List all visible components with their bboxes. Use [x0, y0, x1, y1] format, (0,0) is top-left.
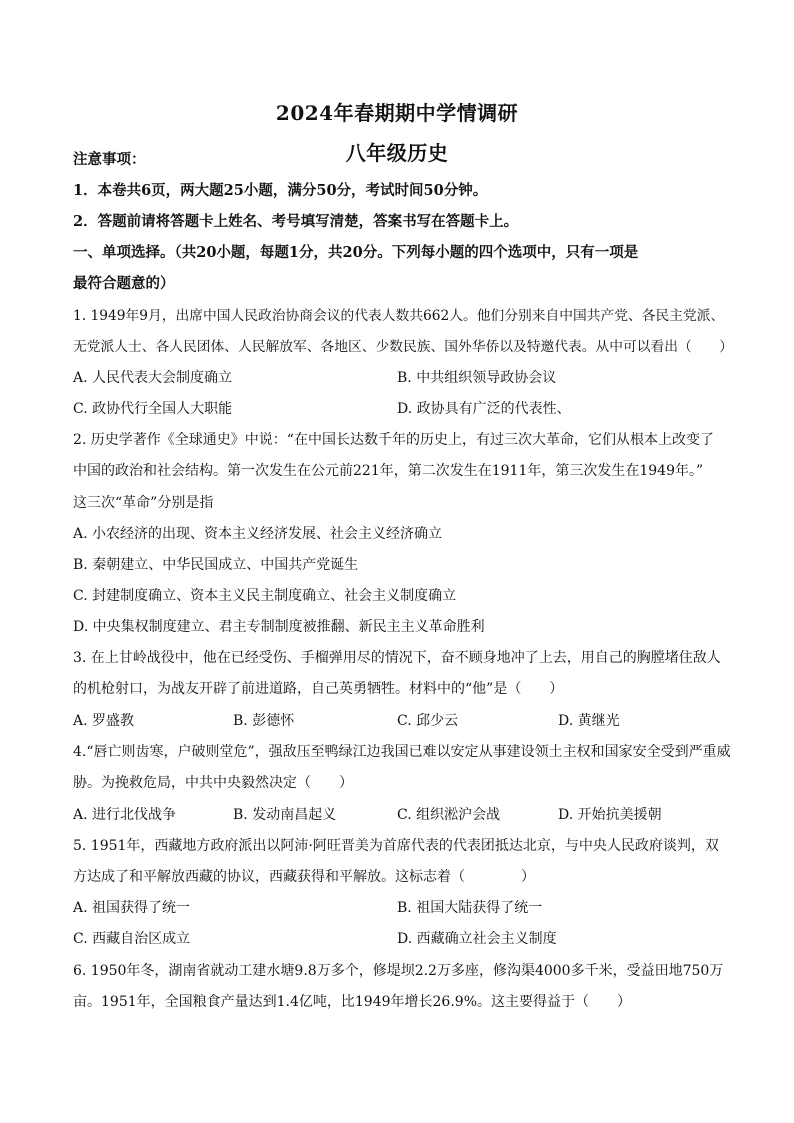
q4-stem-line-2: 胁。为挽救危局，中共中央毅然决定（ ） — [73, 775, 353, 791]
q3-stem-line-1: 3. 在上甘岭战役中，他在已经受伤、手榴弹用尽的情况下，奋不顾身地冲了上去，用自己的胸膛堵住敌人 — [73, 650, 721, 666]
notice-heading: 注意事项： — [73, 151, 146, 168]
q4-option-d: D. 开始抗美援朝 — [558, 807, 662, 823]
q3-option-d: D. 黄继光 — [558, 713, 620, 729]
exam-title: 2024年春期期中学情调研 — [275, 101, 519, 125]
section-heading-line-1: 一、单项选择。（共20小题，每题1分，共20分。下列每小题的四个选项中，只有一项是 — [73, 244, 639, 261]
q1-option-c: C. 政协代行全国人大职能 — [73, 401, 233, 417]
notice-item-1: 1．本卷共6页，两大题25小题，满分50分，考试时间50分钟。 — [73, 182, 488, 199]
q1-option-a: A. 人民代表大会制度确立 — [73, 370, 233, 386]
q4-option-a: A. 进行北伐战争 — [73, 807, 177, 823]
q3-option-b: B. 彭德怀 — [233, 713, 295, 729]
q4-stem-line-1: 4.“唇亡则齿寒，户破则堂危”，强敌压至鸭绿江边我国已难以安定从事建设领土主权和国家安全受到严重威 — [73, 744, 731, 760]
q2-option-c: C. 封建制度确立、资本主义民主制度确立、社会主义制度确立 — [73, 588, 457, 604]
q5-option-b: B. 祖国大陆获得了统一 — [397, 900, 543, 916]
notice-item-2: 2．答题前请将答题卡上姓名、考号填写清楚，答案书写在答题卡上。 — [73, 213, 519, 230]
q3-option-a: A. 罗盛教 — [73, 713, 135, 729]
q2-option-a: A. 小农经济的出现、资本主义经济发展、社会主义经济确立 — [73, 526, 443, 542]
q5-stem-line-1: 5. 1951年，西藏地方政府派出以阿沛·阿旺晋美为首席代表的代表团抵达北京，与中央人民政府谈判，双 — [73, 838, 719, 854]
q2-stem-line-2: 中国的政治和社会结构。第一次发生在公元前221年，第二次发生在1911年，第三次发生在1949年。” — [73, 463, 704, 479]
exam-subtitle: 八年级历史 — [345, 141, 449, 165]
q5-option-c: C. 西藏自治区成立 — [73, 931, 191, 947]
q6-stem-line-2: 亩。1951年，全国粮食产量达到1.4亿吨，比1949年增长26.9%。这主要得益于（ ） — [73, 994, 631, 1010]
q3-stem-line-2: 的机枪射口，为战友开辟了前进道路，自己英勇牺牲。材料中的“他”是（ ） — [73, 681, 564, 697]
q2-stem-line-1: 2. 历史学著作《全球通史》中说：“在中国长达数千年的历史上，有过三次大革命，它们从根本上改变了 — [73, 432, 714, 448]
q2-option-d: D. 中央集权制度建立、君主专制制度被推翻、新民主主义革命胜利 — [73, 619, 485, 635]
q2-option-b: B. 秦朝建立、中华民国成立、中国共产党诞生 — [73, 557, 359, 573]
q1-option-b: B. 中共组织领导政协会议 — [397, 370, 557, 386]
q5-stem-line-2: 方达成了和平解放西藏的协议，西藏获得和平解放。这标志着（ ） — [73, 869, 535, 885]
q2-stem-line-3: 这三次“革命”分别是指 — [73, 495, 214, 511]
q4-option-c: C. 组织淞沪会战 — [397, 807, 501, 823]
q5-option-d: D. 西藏确立社会主义制度 — [397, 931, 557, 947]
q1-stem-line-1: 1. 1949年9月，出席中国人民政治协商会议的代表人数共662人。他们分别来自中国共产党、各民主党派、 — [73, 308, 725, 324]
section-heading-line-2: 最符合题意的） — [73, 275, 175, 292]
q5-option-a: A. 祖国获得了统一 — [73, 900, 191, 916]
q4-option-b: B. 发动南昌起义 — [233, 807, 337, 823]
q1-stem-line-2: 无党派人士、各人民团体、人民解放军、各地区、少数民族、国外华侨以及特邀代表。从中可以看出（ ） — [73, 339, 733, 355]
q3-option-c: C. 邱少云 — [397, 713, 459, 729]
q6-stem-line-1: 6. 1950年冬，湖南省就动工建水塘9.8万多个，修堤坝2.2万多座，修沟渠4000多千米，受益田地750万 — [73, 963, 724, 979]
q1-option-d: D. 政协具有广泛的代表性、 — [397, 401, 571, 417]
